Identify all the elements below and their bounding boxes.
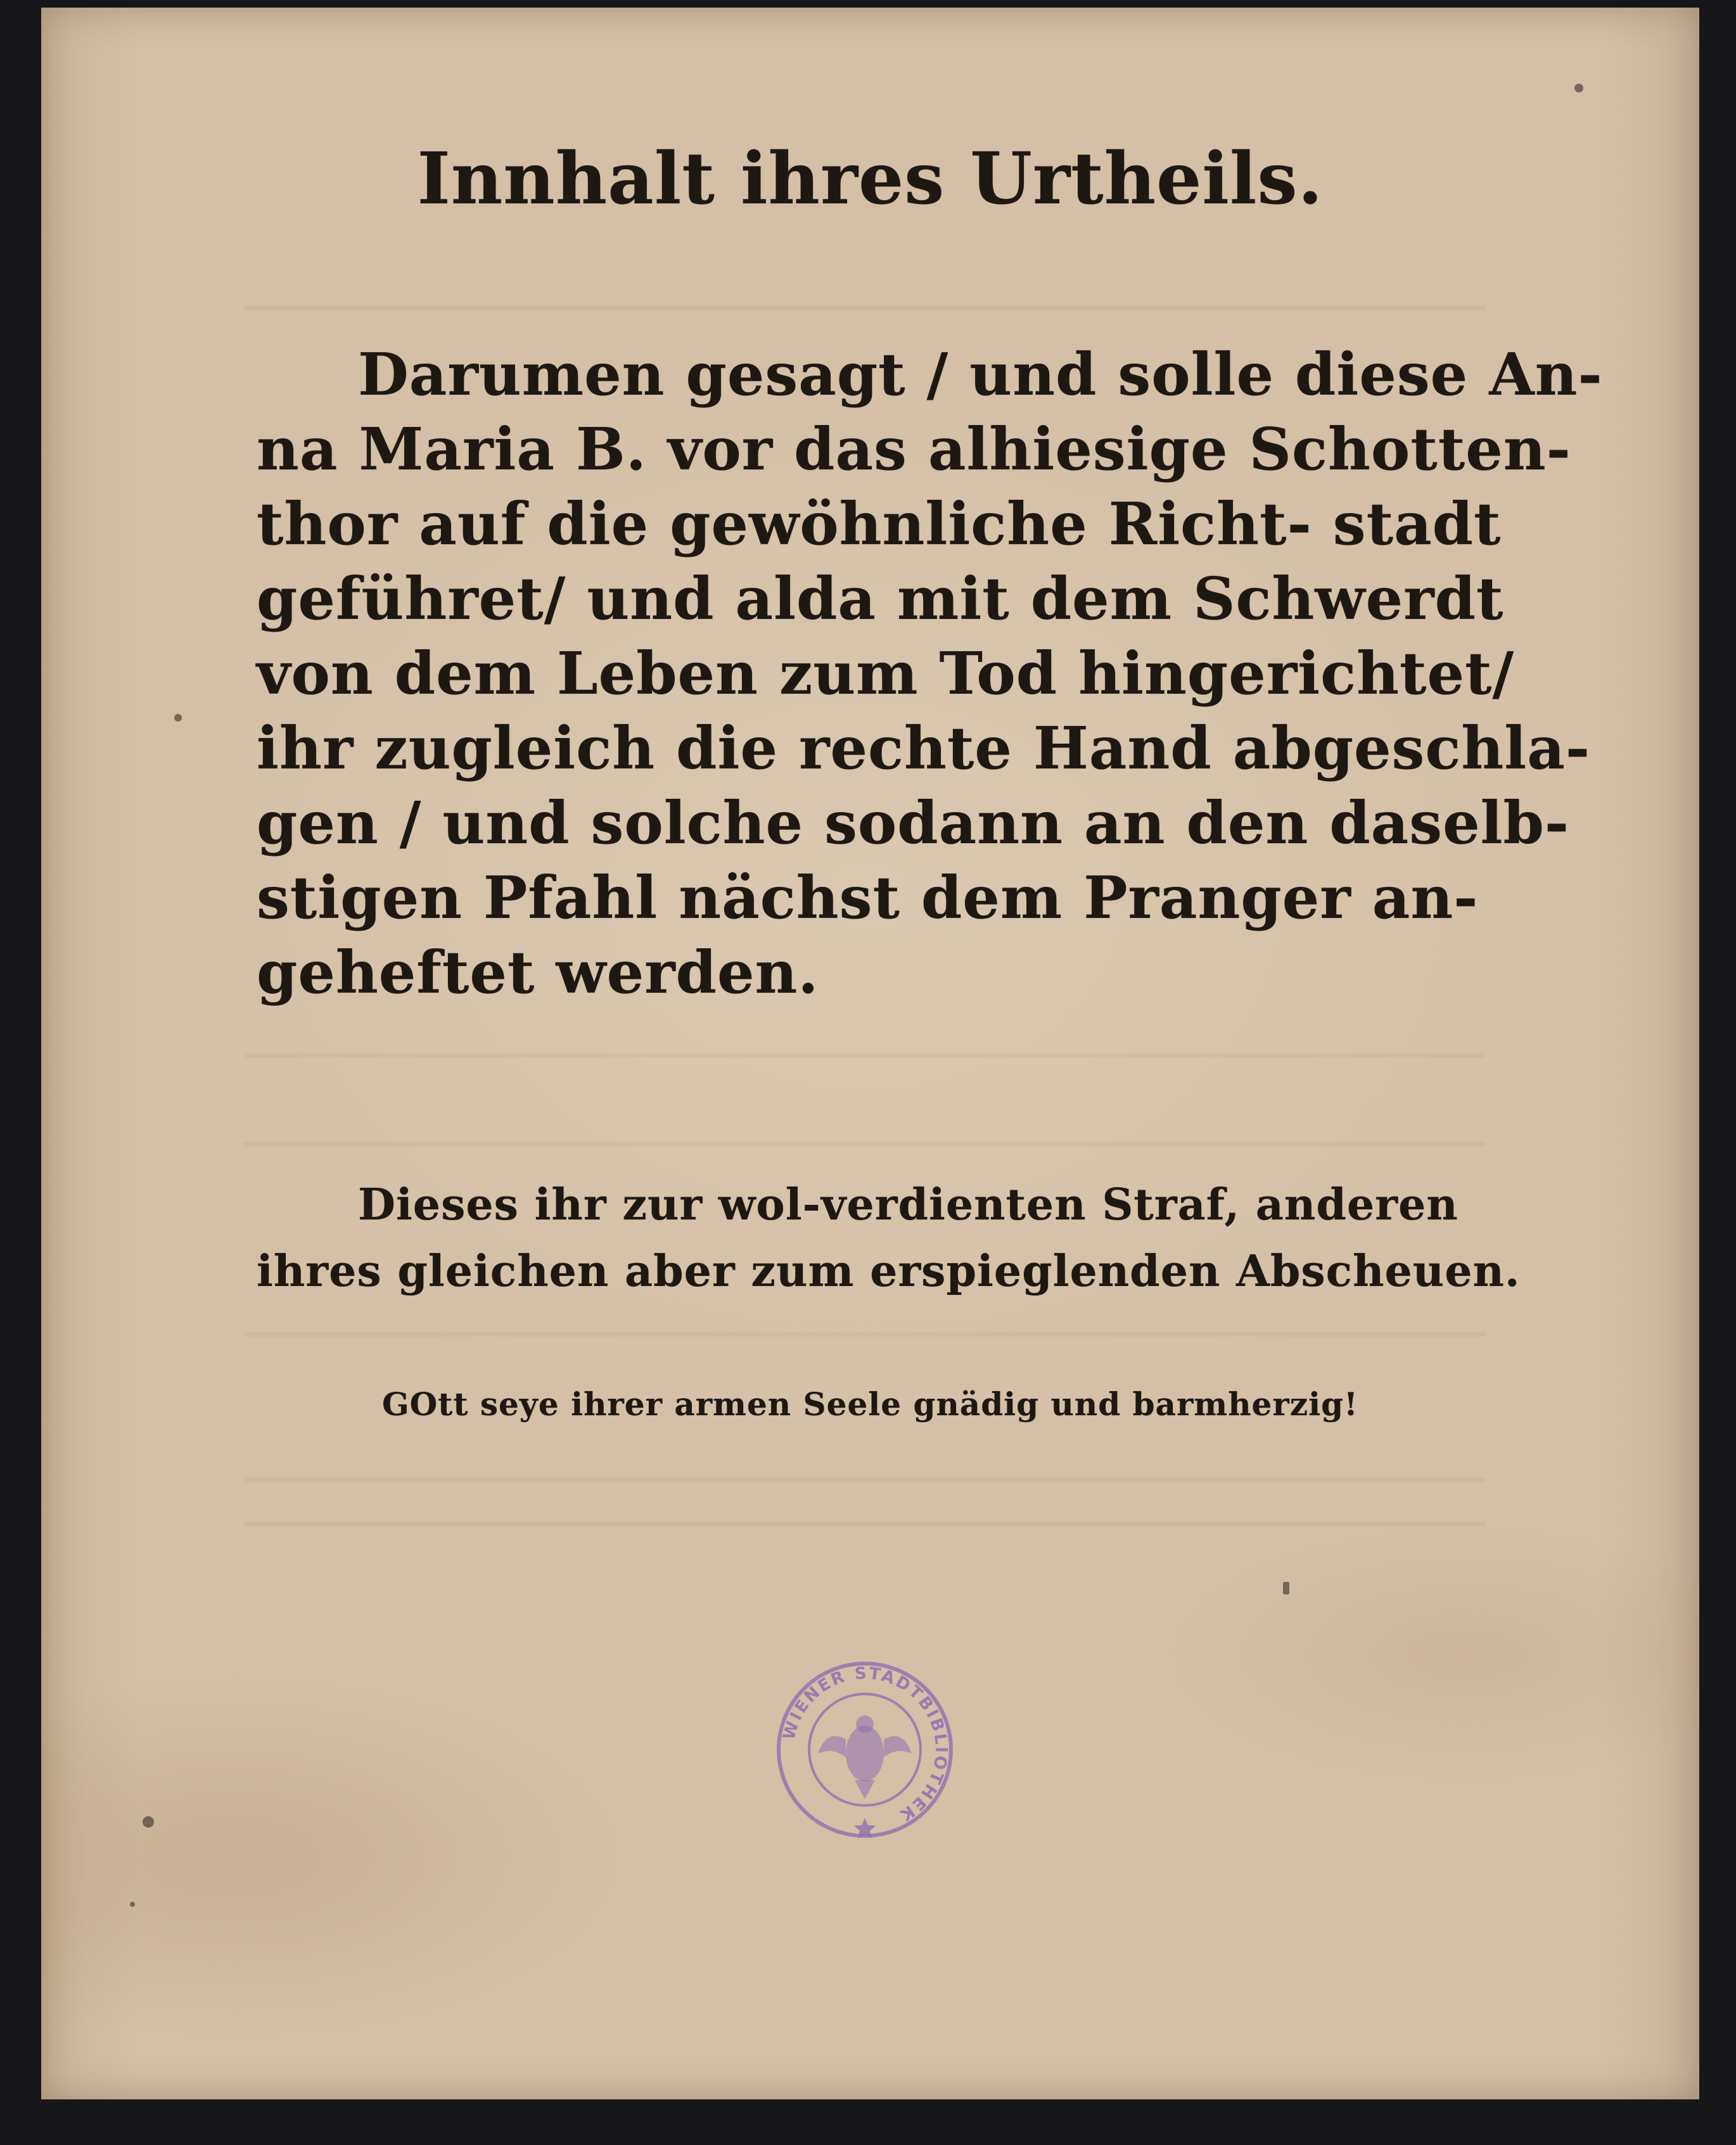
verdict-line: von dem Leben zum Tod hingerichtet/ <box>257 639 1515 708</box>
paper-speck <box>143 1816 154 1828</box>
show-through-line <box>244 1053 1486 1058</box>
stamp-text: WIENER STADTBIBLIOTHEK <box>779 1664 951 1826</box>
verdict-line: na Maria B. vor das alhiesige Schotten- <box>257 415 1571 483</box>
closing-line: Dieses ihr zur wol-verdienten Straf, anderen <box>358 1180 1458 1230</box>
document-heading: Innhalt ihres Urtheils. <box>417 137 1324 220</box>
show-through-line <box>244 305 1486 310</box>
show-through-line <box>244 1522 1486 1527</box>
verdict-line: gen / und solche sodann an den daselb- <box>257 789 1570 857</box>
show-through-line <box>244 1332 1486 1337</box>
closing-prayer: GOtt seye ihrer armen Seele gnädig und barmherzig! <box>381 1385 1358 1423</box>
verdict-line: geführet/ und alda mit dem Schwerdt <box>257 564 1504 633</box>
paper-speck <box>130 1902 135 1907</box>
paper-speck <box>1283 1582 1289 1594</box>
paper-sheet <box>41 8 1699 2099</box>
show-through-line <box>244 1142 1486 1147</box>
verdict-line: geheftet werden. <box>257 938 819 1007</box>
eagle-emblem-icon <box>818 1715 912 1799</box>
paper-speck <box>1574 84 1583 92</box>
show-through-line <box>244 1477 1486 1482</box>
verdict-line: Darumen gesagt / und solle diese An- <box>358 340 1603 409</box>
paper-speck <box>174 714 182 722</box>
verdict-line: thor auf die gewöhnliche Richt- stadt <box>257 490 1502 558</box>
closing-line: ihres gleichen aber zum erspieglenden Abscheuen. <box>257 1246 1521 1297</box>
library-stamp <box>774 1658 956 1841</box>
verdict-line: ihr zugleich die rechte Hand abgeschla- <box>257 714 1591 782</box>
verdict-line: stigen Pfahl nächst dem Pranger an- <box>257 863 1479 932</box>
